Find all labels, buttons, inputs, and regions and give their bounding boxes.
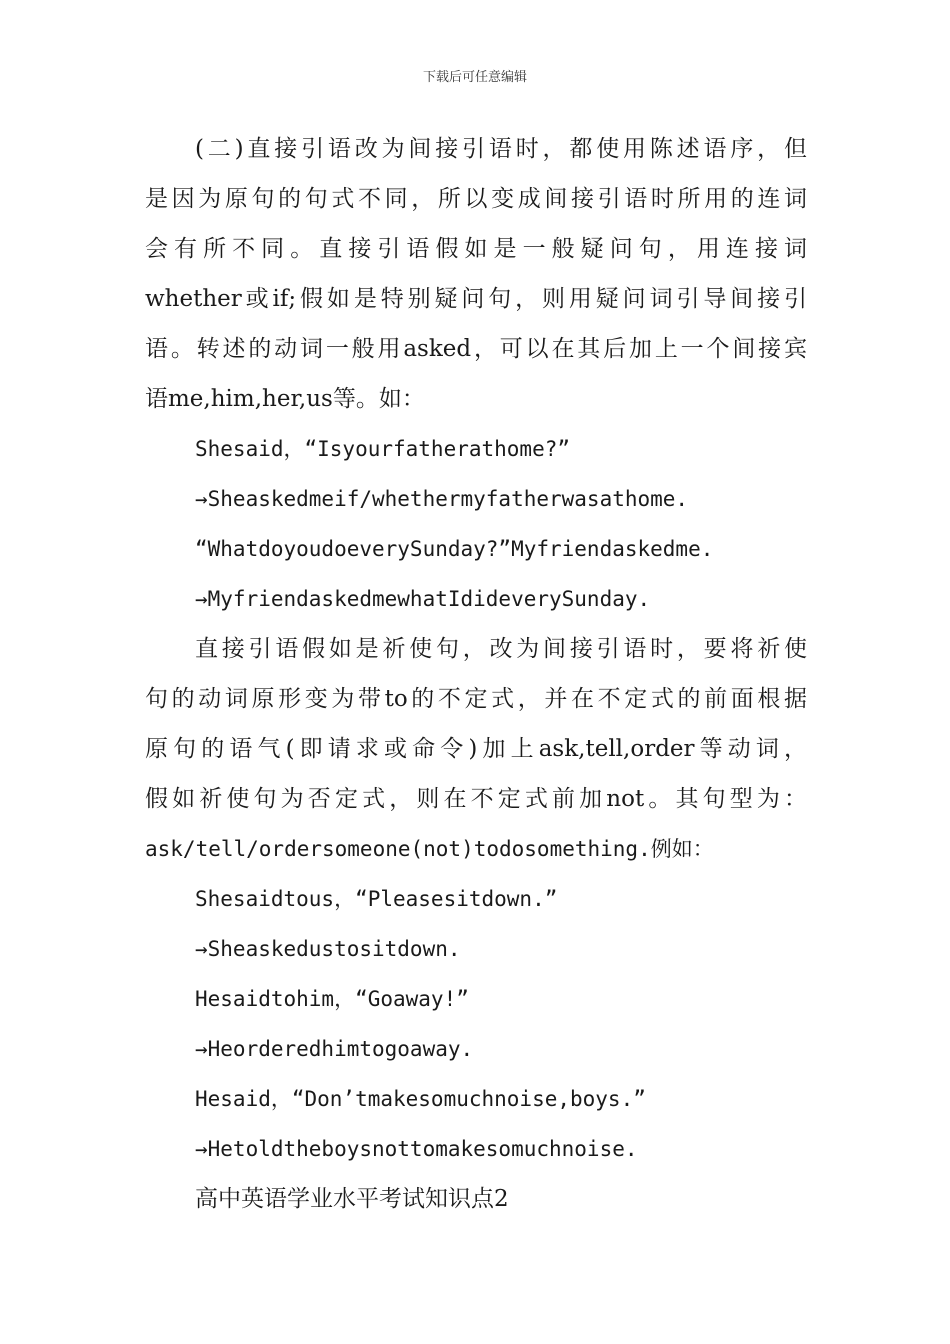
section-title: 高中英语学业水平考试知识点2: [195, 1186, 509, 1212]
paragraph-indirect-speech-imperatives: [145, 624, 807, 874]
example-sentence: “WhatdoyoudoeverySunday?”Myfriendaskedme.: [195, 537, 714, 561]
paragraph-line: 会有所不同。直接引语假如是一般疑问句，用连接词: [145, 236, 807, 262]
paragraph-line: 语。转述的动词一般用asked，可以在其后加上一个间接宾: [145, 336, 807, 362]
paragraph-line: 语me,him,her,us等。如：: [145, 386, 425, 412]
paragraph-line: 直接引语假如是祈使句，改为间接引语时，要将祈使: [195, 636, 807, 662]
paragraph-line: 假如祈使句为否定式，则在不定式前加not。其句型为：: [145, 786, 807, 812]
example-sentence: →MyfriendaskedmewhatIdideverySunday.: [195, 587, 651, 611]
example-list-imperatives: [145, 874, 807, 1174]
page-header: 下载后可任意编辑: [422, 70, 527, 85]
document-body: [145, 124, 807, 1224]
example-sentence: →Sheaskedustositdown.: [195, 937, 461, 961]
example-sentence: →Hetoldtheboysnottomakesomuchnoise.: [195, 1137, 638, 1161]
example-sentence: Hesaid，“Don’tmakesomuchnoise,boys.”: [195, 1087, 646, 1111]
paragraph-line: (二)直接引语改为间接引语时，都使用陈述语序，但: [195, 136, 807, 162]
paragraph-line: 是因为原句的句式不同，所以变成间接引语时所用的连词: [145, 186, 807, 212]
example-sentence: Hesaidtohim，“Goaway!”: [195, 987, 469, 1011]
paragraph-line: 原句的语气(即请求或命令)加上ask,tell,order等动词，: [145, 736, 807, 762]
example-sentence: Shesaid，“Isyourfatherathome?”: [195, 437, 571, 461]
paragraph-line: whether或if;假如是特别疑问句，则用疑问词引导间接引: [145, 286, 807, 312]
example-sentence: →Sheaskedmeif/whethermyfatherwasathome.: [195, 487, 689, 511]
example-list-questions: [145, 424, 807, 624]
paragraph-line: ask/tell/ordersomeone(not)todosomething.例如：: [145, 837, 714, 861]
paragraph-line: 句的动词原形变为带to的不定式，并在不定式的前面根据: [145, 686, 807, 712]
paragraph-indirect-speech-questions: [145, 124, 807, 424]
example-sentence: Shesaidtous，“Pleasesitdown.”: [195, 887, 558, 911]
example-sentence: →Heorderedhimtogoaway.: [195, 1037, 474, 1061]
